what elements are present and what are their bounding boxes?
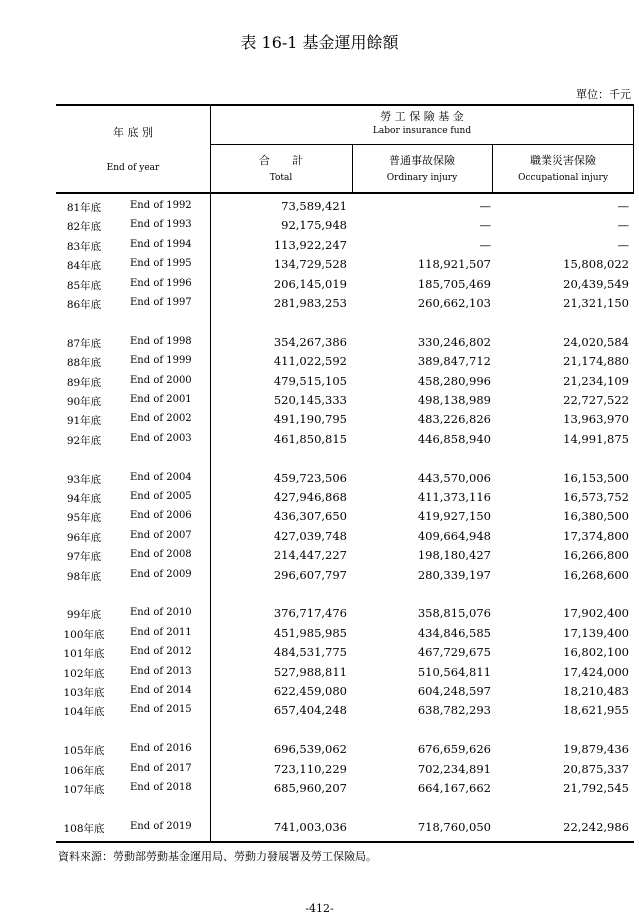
year-cell: 91年底	[66, 415, 102, 428]
ordinary-cell: 664,167,662	[417, 781, 491, 795]
year-en-cell: End of 2010	[130, 607, 192, 619]
table-row	[56, 197, 634, 216]
table-row	[56, 682, 634, 701]
ordinary-cell: 458,280,996	[417, 373, 491, 388]
table-row	[56, 566, 634, 585]
ordinary-cell: 676,659,626	[417, 742, 491, 757]
header-col1-en: Total	[269, 173, 293, 183]
table-row	[56, 372, 634, 391]
occupational-cell: 21,174,880	[563, 354, 629, 369]
total-cell: 461,850,815	[273, 431, 347, 446]
year-en-cell: End of 2002	[130, 413, 192, 425]
header-year-en: End of year	[106, 163, 160, 173]
total-cell: 427,946,868	[273, 490, 347, 504]
table-row	[56, 294, 634, 313]
occupational-cell: —	[617, 218, 629, 233]
year-cell: 82年底	[66, 221, 102, 234]
ordinary-cell: 198,180,427	[417, 548, 491, 563]
occupational-cell: 16,573,752	[563, 490, 629, 504]
year-en-cell: End of 2015	[130, 704, 192, 716]
occupational-cell: 14,991,875	[563, 431, 629, 446]
total-cell: 73,589,421	[281, 199, 347, 213]
year-en-cell: End of 1994	[130, 238, 192, 250]
group-rule	[210, 144, 634, 145]
ordinary-cell: 260,662,103	[417, 296, 491, 310]
table-row	[56, 255, 634, 274]
year-cell: 104年底	[63, 706, 105, 719]
ordinary-cell: 358,815,076	[417, 606, 491, 621]
year-en-cell: End of 2005	[130, 491, 192, 502]
ordinary-cell: —	[479, 199, 491, 213]
table-row	[56, 507, 634, 526]
year-en-cell: End of 2016	[130, 743, 192, 755]
year-cell: 92年底	[66, 434, 102, 447]
occupational-cell: 15,808,022	[563, 257, 629, 272]
header-col3-zh: 職業災害保險	[530, 154, 596, 167]
ordinary-cell: 330,246,802	[417, 334, 491, 349]
occupational-cell: 21,321,150	[563, 296, 629, 310]
year-cell: 99年底	[66, 609, 102, 622]
year-en-cell: End of 2007	[130, 529, 192, 541]
table-row	[56, 760, 634, 779]
table-row	[56, 469, 634, 488]
year-en-cell: End of 2000	[130, 374, 192, 386]
ordinary-cell: 443,570,006	[417, 470, 491, 485]
total-cell: 436,307,650	[273, 509, 347, 524]
ordinary-cell: 419,927,150	[417, 509, 491, 524]
year-en-cell: End of 1997	[130, 297, 192, 308]
total-cell: 92,175,948	[281, 218, 347, 233]
occupational-cell: 18,621,955	[563, 703, 629, 718]
total-cell: 520,145,333	[273, 393, 347, 407]
year-en-cell: End of 2019	[130, 820, 192, 832]
total-cell: 281,983,253	[273, 296, 347, 310]
year-en-cell: End of 2013	[130, 665, 192, 677]
header-col3-en: Occupational injury	[518, 173, 608, 183]
total-cell: 657,404,248	[273, 703, 347, 718]
ordinary-cell: 467,729,675	[417, 645, 491, 660]
total-cell: 206,145,019	[273, 276, 347, 291]
total-cell: 685,960,207	[273, 781, 347, 795]
ordinary-cell: 638,782,293	[417, 703, 491, 718]
header-year-zh: 年 底 別	[113, 126, 153, 139]
total-cell: 134,729,528	[273, 257, 347, 272]
total-cell: 113,922,247	[273, 237, 347, 252]
year-cell: 94年底	[66, 493, 102, 505]
header-group-en: Labor insurance fund	[372, 126, 472, 136]
total-cell: 376,717,476	[273, 606, 347, 621]
ordinary-cell: 498,138,989	[417, 393, 491, 407]
table-row	[56, 410, 634, 429]
ordinary-cell: 409,664,948	[417, 528, 491, 543]
total-cell: 696,539,062	[273, 742, 347, 757]
table-row	[56, 546, 634, 565]
occupational-cell: 19,879,436	[563, 742, 629, 757]
header-col2-zh: 普通事故保險	[389, 154, 455, 167]
occupational-cell: 24,020,584	[563, 334, 629, 349]
occupational-cell: 17,374,800	[563, 528, 629, 543]
total-cell: 484,531,775	[273, 645, 347, 660]
total-cell: 214,447,227	[273, 548, 347, 563]
table-row	[56, 818, 634, 837]
occupational-cell: 20,875,337	[563, 761, 629, 776]
year-cell: 108年底	[63, 822, 105, 835]
table-row	[56, 391, 634, 410]
year-en-cell: End of 2004	[130, 471, 192, 483]
year-cell: 103年底	[63, 687, 105, 699]
table-bottom-rule	[56, 841, 634, 843]
table-row	[56, 604, 634, 623]
year-cell: 95年底	[66, 512, 102, 525]
year-en-cell: End of 1992	[130, 200, 192, 211]
ordinary-cell: —	[479, 237, 491, 252]
ordinary-cell: 718,760,050	[417, 819, 491, 834]
year-en-cell: End of 1996	[130, 277, 192, 289]
ordinary-cell: 483,226,826	[417, 412, 491, 427]
total-cell: 527,988,811	[273, 664, 347, 679]
header-bottom-rule	[56, 192, 634, 194]
occupational-cell: 22,727,522	[563, 393, 629, 407]
year-cell: 87年底	[66, 337, 102, 350]
table-row	[56, 275, 634, 294]
total-cell: 296,607,797	[273, 567, 347, 582]
year-en-cell: End of 1995	[130, 258, 192, 270]
occupational-cell: 17,424,000	[563, 664, 629, 679]
page-title: 表 16-1 基金運用餘額	[240, 33, 399, 52]
year-en-cell: End of 2009	[130, 568, 192, 580]
ordinary-cell: 434,846,585	[417, 625, 491, 640]
year-en-cell: End of 2014	[130, 685, 192, 696]
table-row	[56, 701, 634, 720]
total-cell: 451,985,985	[273, 625, 347, 640]
year-cell: 101年底	[63, 648, 105, 661]
table-row	[56, 624, 634, 643]
year-en-cell: End of 1993	[130, 219, 192, 231]
total-cell: 491,190,795	[273, 412, 347, 427]
table-row	[56, 236, 634, 255]
year-cell: 89年底	[66, 376, 102, 389]
year-cell: 107年底	[63, 784, 105, 796]
table-row	[56, 527, 634, 546]
year-cell: 98年底	[66, 570, 102, 583]
year-en-cell: End of 2006	[130, 510, 192, 522]
ordinary-cell: 411,373,116	[417, 490, 491, 504]
year-cell: 100年底	[63, 628, 105, 641]
occupational-cell: 13,963,970	[563, 412, 629, 427]
table-row	[56, 779, 634, 798]
year-en-cell: End of 2012	[130, 646, 192, 658]
total-cell: 354,267,386	[273, 334, 347, 349]
year-cell: 81年底	[66, 202, 102, 214]
occupational-cell: 16,266,800	[563, 548, 629, 563]
ordinary-cell: —	[479, 218, 491, 233]
occupational-cell: 22,242,986	[563, 819, 629, 834]
total-cell: 427,039,748	[273, 528, 347, 543]
total-cell: 622,459,080	[273, 684, 347, 698]
year-cell: 93年底	[66, 473, 102, 486]
total-cell: 723,110,229	[273, 761, 347, 776]
year-cell: 84年底	[66, 260, 102, 273]
body-divider	[210, 193, 211, 841]
year-en-cell: End of 2011	[130, 626, 192, 638]
ordinary-cell: 604,248,597	[417, 684, 491, 698]
year-en-cell: End of 2008	[130, 549, 192, 561]
year-en-cell: End of 2017	[130, 762, 192, 774]
occupational-cell: 16,802,100	[563, 645, 629, 660]
source-note: 資料來源：勞動部勞動基金運用局、勞動力發展署及勞工保險局。	[58, 850, 377, 863]
total-cell: 479,515,105	[273, 373, 347, 388]
total-cell: 741,003,036	[273, 819, 347, 834]
year-en-cell: End of 2003	[130, 432, 192, 444]
occupational-cell: 16,268,600	[563, 567, 629, 582]
occupational-cell: 16,380,500	[563, 509, 629, 524]
year-cell: 96年底	[66, 531, 102, 544]
table-row	[56, 333, 634, 352]
year-cell: 106年底	[63, 764, 105, 777]
unit-label: 單位：千元	[576, 88, 631, 101]
year-cell: 97年底	[66, 551, 102, 564]
year-cell: 83年底	[66, 240, 102, 253]
year-cell: 90年底	[66, 396, 102, 408]
occupational-cell: 21,234,109	[563, 373, 629, 388]
occupational-cell: 17,902,400	[563, 606, 629, 621]
page-number: -412-	[305, 902, 334, 915]
ordinary-cell: 446,858,940	[417, 431, 491, 446]
occupational-cell: 18,210,483	[563, 684, 629, 698]
ordinary-cell: 280,339,197	[417, 567, 491, 582]
year-cell: 86年底	[66, 299, 102, 311]
ordinary-cell: 118,921,507	[417, 257, 491, 272]
ordinary-cell: 185,705,469	[417, 276, 491, 291]
ordinary-cell: 389,847,712	[417, 354, 491, 369]
occupational-cell: 21,792,545	[563, 781, 629, 795]
header-col2-en: Ordinary injury	[386, 173, 458, 183]
occupational-cell: 20,439,549	[563, 276, 629, 291]
table-row	[56, 430, 634, 449]
total-cell: 411,022,592	[273, 354, 347, 369]
occupational-cell: —	[617, 199, 629, 213]
year-cell: 88年底	[66, 357, 102, 370]
table-row	[56, 663, 634, 682]
year-cell: 105年底	[63, 745, 105, 758]
table-row	[56, 352, 634, 371]
year-cell: 102年底	[63, 667, 105, 680]
year-en-cell: End of 1999	[130, 355, 192, 367]
header-col1-zh: 合 計	[259, 154, 303, 167]
total-cell: 459,723,506	[273, 470, 347, 485]
table-row	[56, 488, 634, 507]
table-row	[56, 740, 634, 759]
year-en-cell: End of 2018	[130, 782, 192, 793]
occupational-cell: —	[617, 237, 629, 252]
occupational-cell: 17,139,400	[563, 625, 629, 640]
table-row	[56, 216, 634, 235]
table-row	[56, 643, 634, 662]
occupational-cell: 16,153,500	[563, 470, 629, 485]
table-top-rule	[56, 104, 634, 106]
header-group-zh: 勞 工 保 險 基 金	[380, 110, 464, 123]
year-cell: 85年底	[66, 279, 102, 292]
year-en-cell: End of 2001	[130, 394, 192, 405]
ordinary-cell: 510,564,811	[417, 664, 491, 679]
year-en-cell: End of 1998	[130, 335, 192, 347]
ordinary-cell: 702,234,891	[417, 761, 491, 776]
